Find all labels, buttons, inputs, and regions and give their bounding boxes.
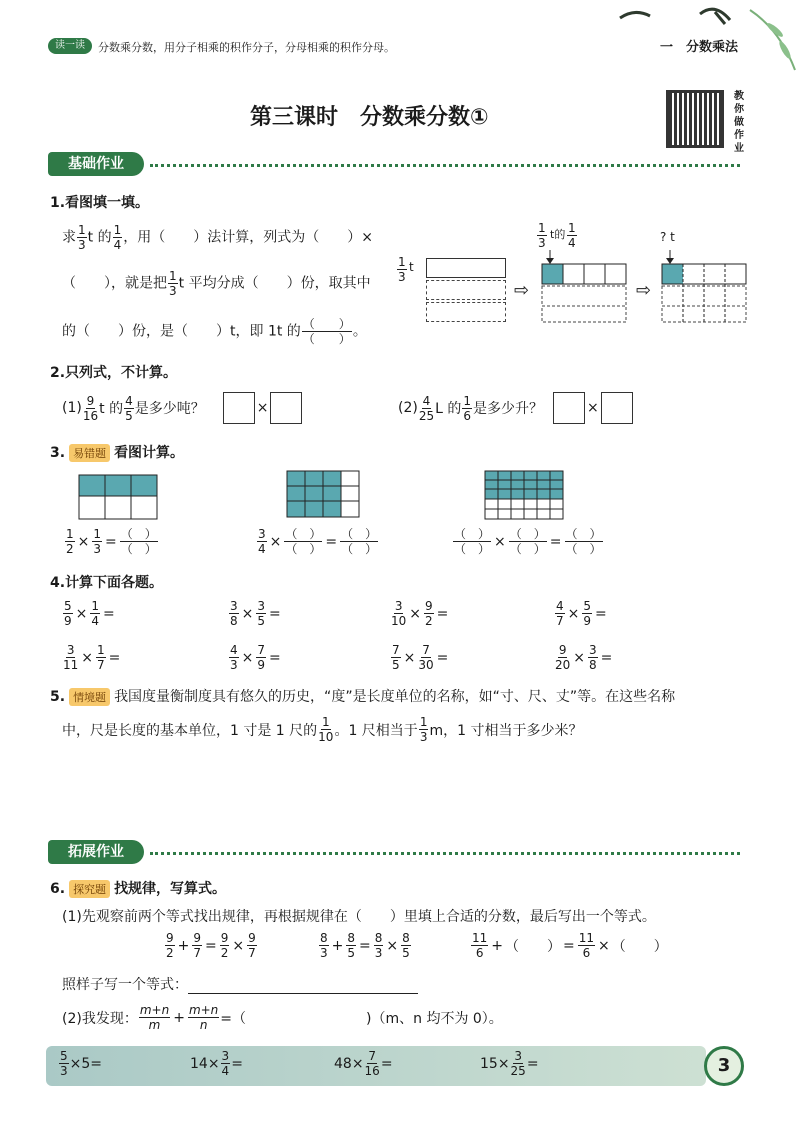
fraction: $\frac{3}{5}$ xyxy=(257,599,266,628)
q3-eq2: $\frac{3}{4}$ × $\frac{( )}{( )}$ = $\frac{( )}{( )}$ xyxy=(258,527,378,556)
answer-box[interactable] xyxy=(270,392,302,424)
tag-badge: 探究题 xyxy=(69,880,110,898)
q6-write-line: 照样子写一个等式： xyxy=(62,974,418,994)
fraction: $\frac{3}{25}$ xyxy=(510,1049,526,1078)
fraction: $\frac{1}{4}$ xyxy=(91,599,100,628)
fraction: $\frac{3}{8}$ xyxy=(230,599,238,628)
q6-eq1: $\frac{9}{2}$ + $\frac{9}{7}$ = $\frac{9}{2}$ × $\frac{9}{7}$ xyxy=(166,931,256,960)
fraction: $\frac{5}{9}$ xyxy=(583,599,592,628)
footer-item: 14× $\frac{3}{4}$ = xyxy=(190,1049,243,1078)
q6-part1: (1)先观察前两个等式找出规律，再根据规律在（ ）里填上合适的分数，最后写出一个等式。 xyxy=(62,909,656,925)
q6-eq2: $\frac{8}{3}$ + $\frac{8}{5}$ = $\frac{8}{3}$ × $\frac{8}{5}$ xyxy=(320,931,410,960)
q2-part1: (1) $\frac{9}{16}$ t 的 $\frac{4}{5}$ 是多少吨？ × xyxy=(62,392,302,424)
section-extend-banner: 拓展作业 xyxy=(48,840,144,864)
q6-heading: 6. 探究题 找规律，写算式。 xyxy=(50,881,227,897)
section-basic-banner: 基础作业 xyxy=(48,152,144,176)
read-badge: 读一读 xyxy=(48,38,92,54)
fraction: $\frac{7}{30}$ xyxy=(418,643,434,672)
q6-part2: (2)我发现： $\frac{m+n}{m}$ + $\frac{m+n}{n}$ =（ )（m、n 均不为 0）。 xyxy=(62,1003,503,1032)
qr-code-icon[interactable] xyxy=(666,90,724,148)
q4-item: $\frac{4}{7}$ × $\frac{5}{9}$ = xyxy=(556,599,607,628)
fraction: $\frac{1}{7}$ xyxy=(97,643,105,672)
fraction: $\frac{3}{8}$ xyxy=(589,643,597,672)
q4-item: $\frac{3}{8}$ × $\frac{3}{5}$ = xyxy=(230,599,281,628)
fraction: $\frac{5}{3}$ xyxy=(60,1049,68,1078)
answer-box[interactable] xyxy=(223,392,255,424)
chapter-label: 一 分数乘法 xyxy=(660,40,739,55)
q5-line2: 中，尺是长度的基本单位，1 寸是 1 尺的 $\frac{1}{10}$ 。1 尺相当于 $\frac{1}{3}$ m，1 寸相当于多少米？ xyxy=(62,715,583,744)
q5-line1: 5. 情境题 我国度量衡制度具有悠久的历史，“度”是长度单位的名称，如“寸、尺、丈”等。在这些名称 xyxy=(50,689,676,705)
tag-badge: 情境题 xyxy=(69,688,110,706)
section-dotted-line xyxy=(150,852,740,855)
q4-item: $\frac{4}{3}$ × $\frac{7}{9}$ = xyxy=(230,643,281,672)
page-number: 3 xyxy=(704,1046,744,1086)
page-title: 第三课时 分数乘分数① xyxy=(250,105,489,130)
q1-diagram-2: $\frac{1}{3}$ t的 $\frac{1}{4}$ xyxy=(536,222,636,322)
fraction: $\frac{9}{2}$ xyxy=(425,599,433,628)
footer-item: $\frac{5}{3}$ ×5= xyxy=(60,1049,103,1078)
fraction: $\frac{7}{5}$ xyxy=(392,643,400,672)
qr-caption: 教你做作业 xyxy=(734,91,744,154)
q4-item: $\frac{9}{20}$ × $\frac{3}{8}$ = xyxy=(555,643,613,672)
q1-diagram-3: ? t xyxy=(656,230,756,326)
fraction: $\frac{4}{3}$ xyxy=(230,643,238,672)
q3-grid-2 xyxy=(286,470,360,518)
q1-line2: （ ），就是把 $\frac{1}{3}$ t 平均分成（ ）份，取其中 xyxy=(62,269,371,298)
q4-item: $\frac{7}{5}$ × $\frac{7}{30}$ = xyxy=(392,643,449,672)
q3-eq1: $\frac{1}{2}$ × $\frac{1}{3}$ = $\frac{( )}{( )}$ xyxy=(66,527,157,556)
q1-heading: 1.看图填一填。 xyxy=(50,195,150,211)
q2-part2: (2) $\frac{4}{25}$ L 的 $\frac{1}{6}$ 是多少升？ × xyxy=(398,392,633,424)
answer-box[interactable] xyxy=(601,392,633,424)
fraction: $\frac{4}{7}$ xyxy=(556,599,564,628)
footer-item: 15× $\frac{3}{25}$ = xyxy=(480,1049,539,1078)
arrow-icon: ⇨ xyxy=(636,280,652,301)
tag-badge: 易错题 xyxy=(69,444,110,462)
read-text: 分数乘分数，用分子相乘的积作分子，分母相乘的积作分母。 xyxy=(98,41,395,54)
q3-heading: 3. 易错题 看图计算。 xyxy=(50,445,185,461)
q4-item: $\frac{3}{11}$ × $\frac{1}{7}$ = xyxy=(63,643,121,672)
fraction: $\frac{9}{20}$ xyxy=(555,643,571,672)
fraction: $\frac{3}{4}$ xyxy=(221,1049,230,1078)
fraction: $\frac{3}{10}$ xyxy=(391,599,407,628)
q3-grid-1 xyxy=(78,474,158,520)
fraction: $\frac{7}{16}$ xyxy=(364,1049,380,1078)
q1-line1: 求 $\frac{1}{3}$ t 的 $\frac{1}{4}$ ，用（ ）法计算，列式为（ ）× xyxy=(62,223,373,252)
footer-item: 48× $\frac{7}{16}$ = xyxy=(334,1049,393,1078)
q2-heading: 2.只列式，不计算。 xyxy=(50,365,178,381)
arrow-icon: ⇨ xyxy=(514,280,530,301)
q3-eq3: $\frac{( )}{( )}$ × $\frac{( )}{( )}$ = $\frac{( )}{( )}$ xyxy=(454,527,602,556)
fraction: $\frac{5}{9}$ xyxy=(64,599,72,628)
write-blank[interactable] xyxy=(188,980,418,994)
q4-item: $\frac{3}{10}$ × $\frac{9}{2}$ = xyxy=(391,599,449,628)
q1-line3: 的（ ）份，是（ ）t，即 1t 的 $\frac{( )}{( )}$ 。 xyxy=(62,317,367,346)
q6-eq3: $\frac{11}{6}$ + （ ） = $\frac{11}{6}$ × （ ） xyxy=(472,931,668,960)
q4-heading: 4.计算下面各题。 xyxy=(50,575,164,591)
fraction: $\frac{3}{11}$ xyxy=(63,643,79,672)
section-dotted-line xyxy=(150,164,740,167)
q3-grid-3 xyxy=(484,470,564,520)
bird-leaf-decoration xyxy=(580,0,800,80)
answer-box[interactable] xyxy=(553,392,585,424)
fraction: $\frac{7}{9}$ xyxy=(257,643,266,672)
q4-item: $\frac{5}{9}$ × $\frac{1}{4}$ = xyxy=(64,599,115,628)
